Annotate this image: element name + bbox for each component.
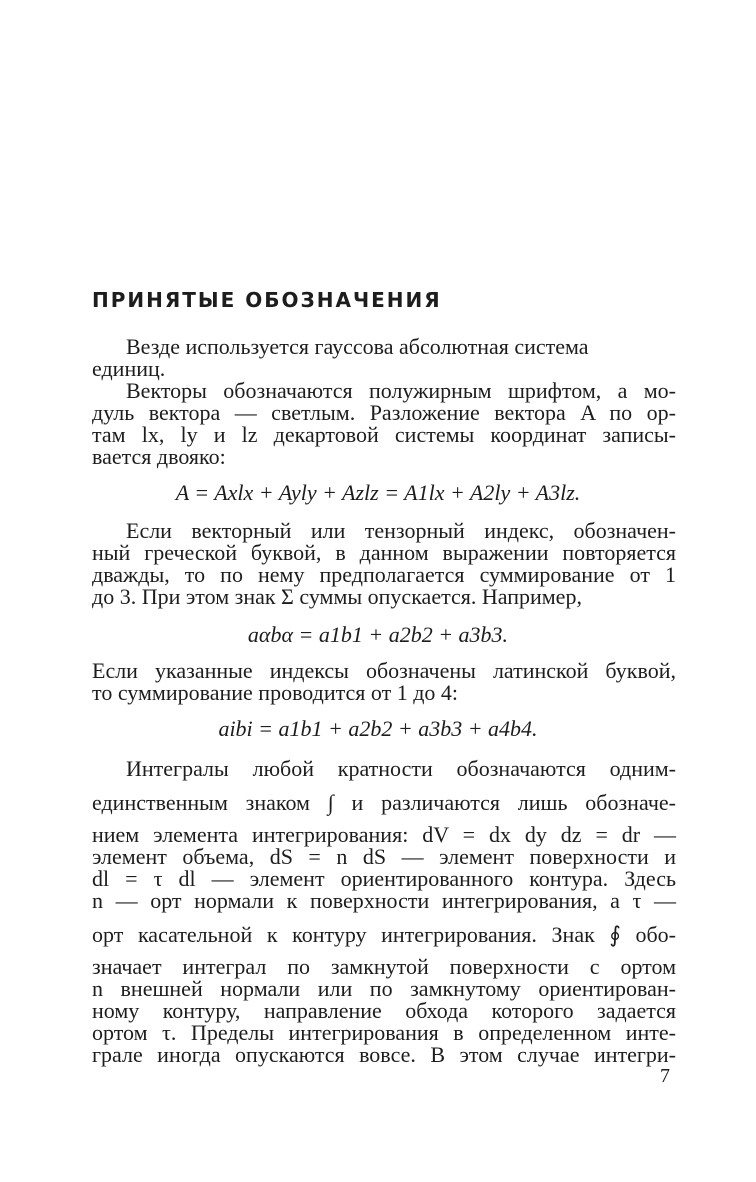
text-line: значает интеграл по замкнутой поверхности с ортом [92,954,676,979]
text-line: Интегралы любой кратности обозначаются одним- [126,756,676,781]
text-line: ному контуру, направление обхода которого задается [92,998,676,1023]
text-line: дуль вектора — светлым. Разложение вектора A по ор- [92,400,676,425]
text-line: Векторы обозначаются полужирным шрифтом, а мо- [126,378,676,403]
text-line: там lx, ly и lz декартовой системы координат записы- [92,422,676,447]
text-line: ортом τ. Пределы интегрирования в определенном инте- [92,1020,676,1045]
formula-greek-sum: aαbα = a1b1 + a2b2 + a3b3. [247,622,509,647]
text-line: элемент объема, dS = n dS — элемент поверхности и [92,844,676,869]
formula-latin-sum: aibi = a1b1 + a2b2 + a3b3 + a4b4. [218,716,538,741]
formula-vector-decomposition: A = Axlx + Ayly + Azlz = A1lx + A2ly + A3lz. [175,480,581,505]
text-line: нием элемента интегрирования: dV = dx dy dz = dr — [92,822,676,847]
section-heading: ПРИНЯТЫЕ ОБОЗНАЧЕНИЯ [92,288,442,312]
page-number: 7 [660,1065,670,1087]
text-line: грале иногда опускаются вовсе. В этом случае интегри- [92,1042,676,1067]
text-line: то суммирование проводится от 1 до 4: [92,680,459,705]
text-line: n — орт нормали к поверхности интегрирования, а τ — [92,888,676,913]
text-line: ный греческой буквой, в данном выражении повторяется [92,540,676,565]
text-line: dl = τ dl — элемент ориентированного контура. Здесь [92,866,676,891]
text-line: Если векторный или тензорный индекс, обозначен- [126,518,676,543]
text-line: Везде используется гауссова абсолютная система [126,334,589,359]
text-line: единственным знаком ∫ и различаются лишь обозначе- [92,790,676,815]
text-line: дважды, то по нему предполагается суммирование от 1 [92,562,676,587]
text-line: n внешней нормали или по замкнутому ориентирован- [92,976,676,1001]
text-line: единиц. [92,356,166,381]
text-line: вается двояко: [92,444,226,469]
text-line: Если указанные индексы обозначены латинской буквой, [92,658,676,683]
text-line: орт касательной к контуру интегрирования. Знак ∮ обо- [92,922,676,947]
text-line: до 3. При этом знак Σ суммы опускается. Например, [92,584,582,609]
